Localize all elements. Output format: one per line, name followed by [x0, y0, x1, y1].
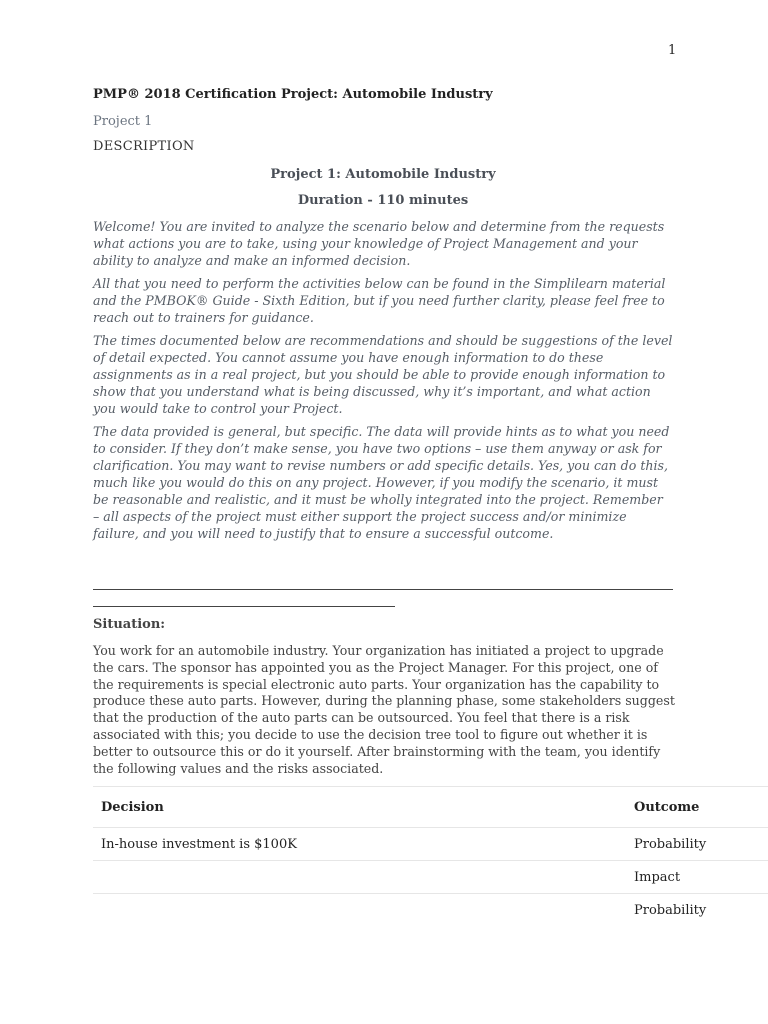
column-header-decision: Decision	[93, 787, 626, 828]
intro-paragraph-materials: All that you need to perform the activities below can be found in the Simplilearn material and the PMBOK® Guide - Sixth Edition, but if you need further clarity, please feel free to reach out to trainers for guidance.	[93, 276, 666, 325]
intro-section	[93, 218, 673, 548]
description-label: DESCRIPTION	[93, 139, 195, 154]
table-cell-outcome: Probability	[626, 894, 768, 927]
project-heading: Project 1: Automobile Industry	[270, 167, 496, 182]
intro-paragraph-times: The times documented below are recommendations and should be suggestions of the level of detail expected. You cannot assume you have enough information to do these assignments as in a real project, but you should be able to provide enough information to show that you understand what is being discussed, why it’s important, and what action you would take to control your Project.	[93, 333, 673, 416]
table-cell-decision: In-house investment is $100K	[93, 828, 626, 861]
table-row	[93, 828, 768, 861]
column-header-outcome: Outcome	[626, 787, 768, 828]
table-cell-outcome: Probability	[626, 828, 768, 861]
table-header-row	[93, 787, 768, 828]
page-number: 1	[668, 43, 677, 58]
table-row	[93, 894, 768, 927]
table-cell-decision	[93, 861, 626, 894]
divider-long	[93, 589, 673, 590]
situation-paragraph: You work for an automobile industry. Your organization has initiated a project to upgrade the cars. The sponsor has appointed you as the Project Manager. For this project, one of the requirements is special electronic auto parts. Your organization has the capability to produce these auto parts. However, during the planning phase, some stakeholders suggest that the production of the auto parts can be outsourced. You feel that there is a risk associated with this; you decide to use the decision tree tool to figure out whether it is better to outsource this or do it yourself. After brainstorming with the team, you identify the following values and the risks associated.	[93, 643, 675, 776]
divider-short	[93, 606, 395, 607]
project-label: Project 1	[93, 114, 153, 129]
document-title: PMP® 2018 Certification Project: Automobile Industry	[93, 87, 493, 102]
table-row	[93, 861, 768, 894]
situation-heading: Situation:	[93, 617, 166, 632]
duration-heading: Duration - 110 minutes	[297, 193, 469, 208]
table-cell-outcome: Impact	[626, 861, 768, 894]
intro-paragraph-data: The data provided is general, but specific. The data will provide hints as to what you need to consider. If they don’t make sense, you have two options – use them anyway or ask for clarification. You may want to revise numbers or add specific details. Yes, you can do this, much like you would do this on any project. However, if you modify the scenario, it must be reasonable and realistic, and it must be wholly integrated into the project. Remember – all aspects of the project must either support the project success and/or minimize failure, and you will need to justify that to ensure a successful outcome.	[93, 424, 670, 541]
decision-table	[93, 786, 768, 926]
table-cell-decision	[93, 894, 626, 927]
intro-paragraph-welcome: Welcome! You are invited to analyze the scenario below and determine from the requests what actions you are to take, using your knowledge of Project Management and your ability to analyze and make an informed decision.	[93, 219, 665, 268]
